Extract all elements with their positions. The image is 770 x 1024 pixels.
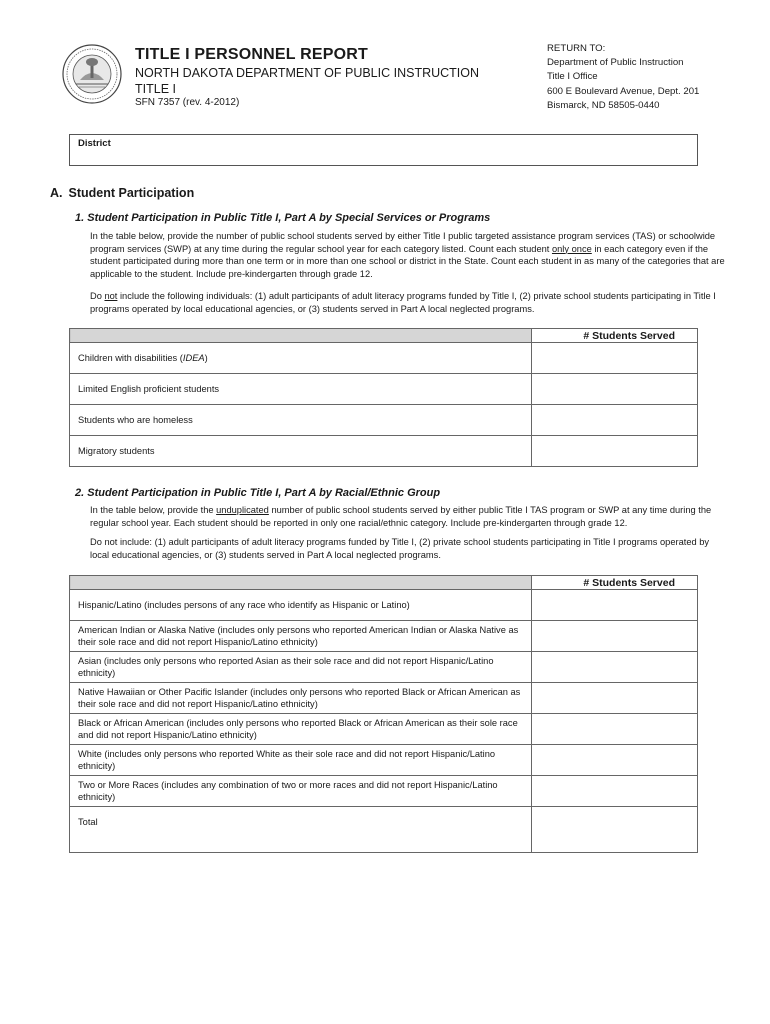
table-row [70, 683, 698, 714]
table-row [70, 343, 698, 374]
row-label: Two or More Races (includes any combination of two or more races and did not report Hispanic/Latino ethnicity) [70, 776, 532, 807]
column-header-students-served: # Students Served [532, 329, 698, 343]
table-row [70, 745, 698, 776]
students-served-input[interactable] [532, 745, 698, 776]
row-label: American Indian or Alaska Native (includes only persons who reported American Indian or Alaska Native as their sole race and did not report Hispanic/Latino ethnicity) [70, 621, 532, 652]
row-label-total: Total [70, 807, 532, 853]
table-row [70, 436, 698, 467]
students-served-input[interactable] [532, 714, 698, 745]
part2-exclusions: Do not include: (1) adult participants of adult literacy programs funded by Title I, (2) private school students participating in Title I programs operated by local educational agencies, or (3) students served in Part A local neglected programs. [90, 537, 710, 560]
district-field[interactable] [69, 134, 698, 166]
text-run: In the table below, provide the number of public school students served by either Title I public targeted assistance program services (TAS) or schoolwide program services (SWP) at any time during the regular school year for each category listed. Count each student [90, 231, 716, 254]
row-label: Migratory students [70, 436, 532, 467]
table-header-row [70, 329, 698, 343]
students-served-input[interactable] [532, 776, 698, 807]
racial-ethnic-table [69, 575, 698, 853]
state-seal-icon [62, 44, 122, 104]
table-row [70, 776, 698, 807]
program-name: TITLE I [135, 82, 176, 96]
text-run: Children with disabilities ( [78, 353, 183, 363]
row-label: Asian (includes only persons who reported Asian as their sole race and did not report Hispanic/Latino ethnicity) [70, 652, 532, 683]
row-label: White (includes only persons who reported White as their sole race and did not report Hispanic/Latino ethnicity) [70, 745, 532, 776]
return-address-line: Title I Office [547, 71, 598, 83]
students-served-input[interactable] [532, 590, 698, 621]
text-run: Do [90, 291, 105, 301]
row-label: Black or African American (includes only persons who reported Black or African American as their sole race and did not report Hispanic/Latino ethnicity) [70, 714, 532, 745]
table-row [70, 590, 698, 621]
return-address-line: 600 E Boulevard Avenue, Dept. 201 [547, 85, 700, 97]
students-served-input[interactable] [532, 683, 698, 714]
text-run: in each category even if the student participated during more than one term or in more than one school or district in the State. Count each student in as many of the categories that are applicable to the student. Include pre-kindergarten through grade 12. [90, 243, 725, 279]
section-letter: A. [50, 186, 63, 200]
part2-instructions [90, 504, 730, 529]
students-served-input[interactable] [532, 436, 698, 467]
text-run: number of public school students served by either public Title I TAS program or SWP at any time during the regular school year. Each student should be reported in only one racial/ethnic category. Include pre-kindergarten through grade 12. [90, 505, 712, 528]
return-to-label: RETURN TO: [547, 43, 606, 54]
text-run-underlined: not [104, 291, 118, 301]
text-run-underlined: unduplicated [216, 505, 269, 515]
district-label: District [78, 138, 111, 149]
table-row [70, 621, 698, 652]
students-served-input[interactable] [532, 652, 698, 683]
return-address-line: Department of Public Instruction [547, 57, 684, 69]
row-label: Hispanic/Latino (includes persons of any race who identify as Hispanic or Latino) [70, 590, 532, 621]
students-served-input[interactable] [532, 343, 698, 374]
table-row [70, 652, 698, 683]
table-header-spacer [70, 329, 532, 343]
text-run: ) [204, 353, 208, 363]
section-a-heading [50, 186, 194, 200]
form-number: SFN 7357 (rev. 4-2012) [135, 97, 240, 108]
students-served-input[interactable] [532, 374, 698, 405]
special-services-table [69, 328, 698, 467]
table-header-row [70, 576, 698, 590]
table-row [70, 374, 698, 405]
return-address-line: Bismarck, ND 58505-0440 [547, 99, 660, 111]
text-run-italic: IDEA [182, 353, 205, 363]
table-row [70, 405, 698, 436]
students-served-total-input[interactable] [532, 807, 698, 853]
row-label: Students who are homeless [70, 405, 532, 436]
part1-exclusions [90, 290, 730, 315]
text-run: In the table below, provide the [90, 505, 217, 515]
row-label [70, 343, 532, 374]
table-row [70, 714, 698, 745]
section-title: Student Participation [68, 186, 195, 200]
part1-instructions [90, 230, 730, 280]
part2-heading: 2. Student Participation in Public Title I, Part A by Racial/Ethnic Group [75, 487, 441, 499]
students-served-input[interactable] [532, 621, 698, 652]
return-address [547, 42, 699, 113]
table-header-spacer [70, 576, 532, 590]
department-name: NORTH DAKOTA DEPARTMENT OF PUBLIC INSTRUCTION [135, 66, 480, 80]
students-served-input[interactable] [532, 405, 698, 436]
text-run-underlined: only once [551, 243, 592, 254]
text-run: include the following individuals: (1) adult participants of adult literacy programs funded by Title I, (2) private school students participating in Title I programs operated by local educational agencies, or (3) students served in Part A local neglected programs. [90, 291, 716, 314]
form-title: TITLE I PERSONNEL REPORT [135, 46, 368, 63]
row-label: Limited English proficient students [70, 374, 532, 405]
column-header-students-served: # Students Served [532, 576, 698, 590]
part1-heading: 1. Student Participation in Public Title I, Part A by Special Services or Programs [75, 212, 491, 224]
row-label: Native Hawaiian or Other Pacific Islander (includes only persons who reported Black or African American as their sole race and did not report Hispanic/Latino ethnicity) [70, 683, 532, 714]
table-row-total [70, 807, 698, 853]
